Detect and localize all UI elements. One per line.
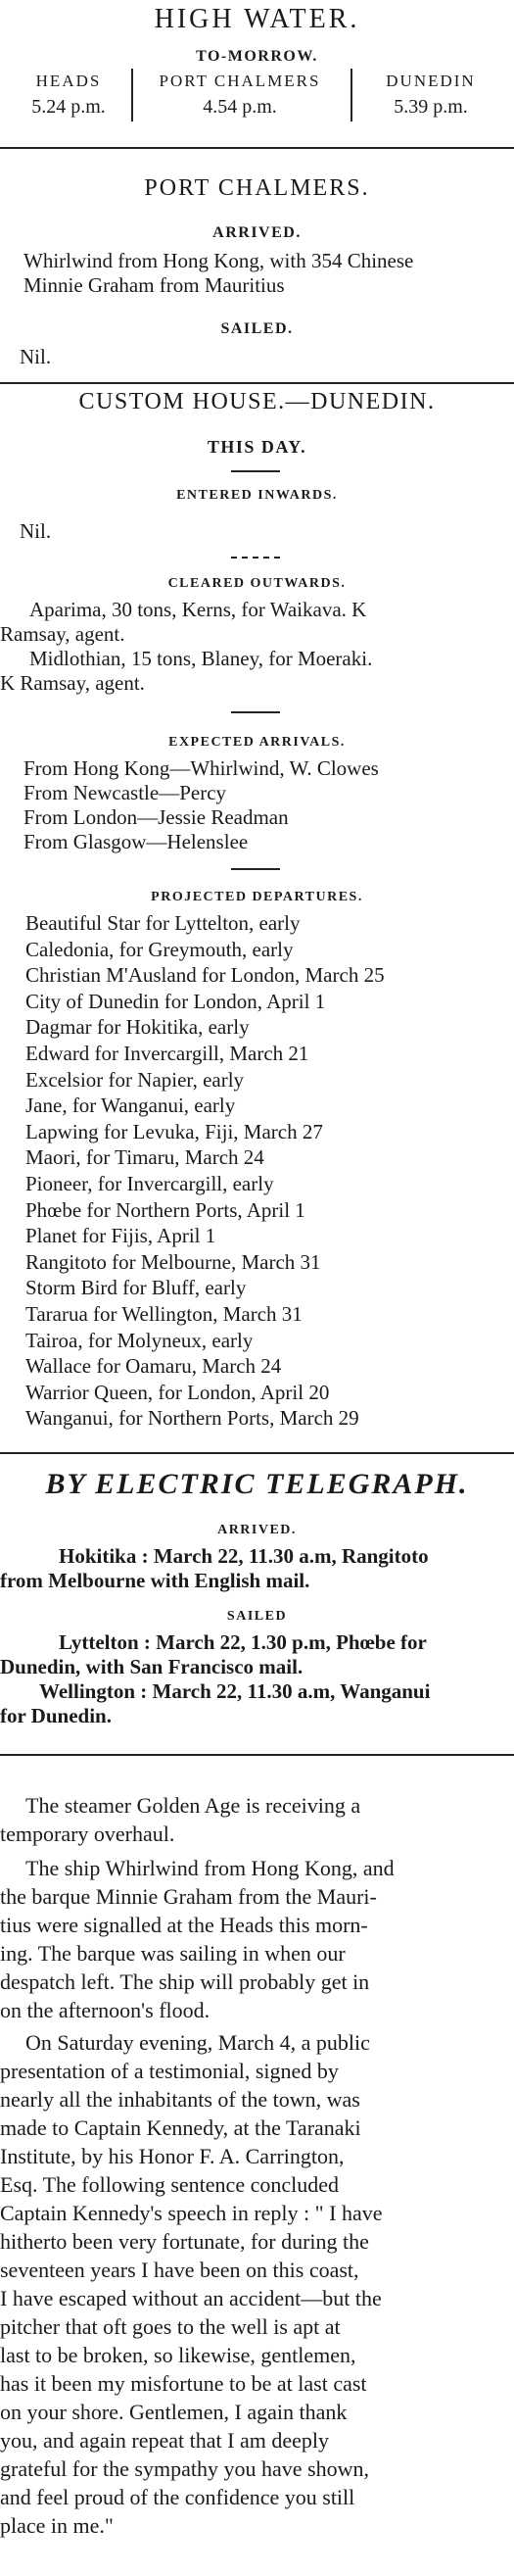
news-line: ing. The barque was sailing in when our <box>0 1941 346 1966</box>
projected-departure-line: Dagmar for Hokitika, early <box>25 1015 250 1040</box>
news-line: nearly all the inhabitants of the town, was <box>0 2087 360 2112</box>
projected-departure-line: Excelsior for Napier, early <box>25 1067 245 1092</box>
projected-departure-line: Rangitoto for Melbourne, March 31 <box>25 1249 321 1274</box>
news-line: last to be broken, so likewise, gentlemen, <box>0 2343 356 2367</box>
projected-departure-line: Tairoa, for Molyneux, early <box>25 1328 254 1352</box>
telegraph-title: BY ELECTRIC TELEGRAPH. <box>45 1468 469 1500</box>
short-rule <box>231 557 280 559</box>
cleared-line: K Ramsay, agent. <box>0 671 145 695</box>
this-day-label: THIS DAY. <box>207 437 307 457</box>
tide-port-chalmers <box>137 69 343 120</box>
projected-departure-line: Jane, for Wanganui, early <box>25 1094 236 1118</box>
projected-departure-line: Wallace for Oamaru, March 24 <box>25 1354 282 1379</box>
entered-inwards-label: ENTERED INWARDS. <box>176 488 338 503</box>
tide-port-time: 4.54 p.m. <box>203 96 277 118</box>
news-line: Captain Kennedy's speech in reply : " I have <box>0 2201 383 2225</box>
section-rule <box>0 382 514 384</box>
port-arrived-line: Minnie Graham from Mauritius <box>23 273 285 297</box>
projected-departure-line: City of Dunedin for London, April 1 <box>25 989 326 1013</box>
projected-departure-line: Planet for Fijis, April 1 <box>25 1224 216 1248</box>
news-line: pitcher that oft goes to the well is apt at <box>0 2314 341 2339</box>
projected-departure-line: Lapwing for Levuka, Fiji, March 27 <box>25 1119 323 1143</box>
news-line: Institute, by his Honor F. A. Carrington, <box>0 2144 345 2168</box>
projected-departure-line: Christian M'Ausland for London, March 25 <box>25 963 385 988</box>
expected-arrivals-label: EXPECTED ARRIVALS. <box>168 735 346 750</box>
short-rule <box>231 711 280 713</box>
telegraph-arrived-line: Hokitika : March 22, 11.30 a.m, Rangitoto <box>59 1544 429 1568</box>
news-line: The ship Whirlwind from Hong Kong, and <box>25 1856 395 1880</box>
tide-dunedin <box>357 69 504 120</box>
news-line: you, and again repeat that I am deeply <box>0 2428 329 2453</box>
tide-port-label: PORT CHALMERS <box>159 72 321 90</box>
news-line: grateful for the sympathy you have shown, <box>0 2456 369 2481</box>
section-rule <box>0 1754 514 1756</box>
news-line: The steamer Golden Age is receiving a <box>25 1793 361 1818</box>
news-line: on your shore. Gentlemen, I again thank <box>0 2400 348 2424</box>
news-line: I have escaped without an accident—but the <box>0 2286 382 2310</box>
tide-divider-right <box>350 69 352 122</box>
telegraph-sailed-line: Lyttelton : March 22, 1.30 p.m, Phœbe for <box>59 1630 427 1654</box>
news-line: hitherto been very fortunate, for during the <box>0 2229 369 2254</box>
news-line: place in me." <box>0 2513 114 2538</box>
cleared-outwards-label: CLEARED OUTWARDS. <box>167 576 347 591</box>
port-chalmers-title: PORT CHALMERS. <box>144 175 370 201</box>
telegraph-sailed-line: Wellington : March 22, 11.30 a.m, Wanganui <box>39 1679 431 1703</box>
cleared-line: Aparima, 30 tons, Kerns, for Waikava. K <box>29 598 367 621</box>
projected-departure-line: Caledonia, for Greymouth, early <box>25 937 294 961</box>
cleared-line: Ramsay, agent. <box>0 622 125 646</box>
projected-departure-line: Edward for Invercargill, March 21 <box>25 1042 309 1065</box>
telegraph-sailed-line: Dunedin, with San Francisco mail. <box>0 1655 304 1678</box>
news-line: the barque Minnie Graham from the Mauri- <box>0 1884 377 1909</box>
news-line: seventeen years I have been on this coast, <box>0 2258 359 2282</box>
port-arrived-label: ARRIVED. <box>212 224 302 241</box>
expected-line: From Glasgow—Helenslee <box>23 830 249 853</box>
projected-departures-label: PROJECTED DEPARTURES. <box>151 890 363 904</box>
projected-departure-line: Wanganui, for Northern Ports, March 29 <box>25 1406 359 1431</box>
entered-inwards-value: Nil. <box>20 519 52 543</box>
expected-line: From London—Jessie Readman <box>23 805 289 829</box>
telegraph-arrived-label: ARRIVED. <box>217 1523 297 1537</box>
projected-departure-line: Tararua for Wellington, March 31 <box>25 1302 303 1326</box>
news-line: despatch left. The ship will probably get in <box>0 1969 370 1994</box>
telegraph-sailed-label: SAILED <box>226 1609 288 1624</box>
projected-departure-line: Warrior Queen, for London, April 20 <box>25 1380 330 1404</box>
section-rule <box>0 147 514 149</box>
cleared-line: Midlothian, 15 tons, Blaney, for Moeraki. <box>29 647 373 670</box>
news-line: presentation of a testimonial, signed by <box>0 2059 339 2083</box>
custom-house-title: CUSTOM HOUSE.—DUNEDIN. <box>78 389 436 414</box>
short-rule <box>231 470 280 472</box>
projected-departure-line: Maori, for Timaru, March 24 <box>25 1145 264 1170</box>
tide-dunedin-time: 5.39 p.m. <box>394 96 468 118</box>
tide-heads-label: HEADS <box>35 72 102 90</box>
port-sailed-value: Nil. <box>20 345 52 368</box>
news-line: and feel proud of the confidence you still <box>0 2485 355 2509</box>
news-line: temporary overhaul. <box>0 1822 175 1846</box>
news-line: on the afternoon's flood. <box>0 1998 210 2022</box>
high-water-title: HIGH WATER. <box>154 4 360 34</box>
expected-line: From Hong Kong—Whirlwind, W. Clowes <box>23 756 379 780</box>
port-sailed-label: SAILED. <box>220 320 294 337</box>
news-line: has it been my misfortune to be at last cast <box>0 2371 367 2396</box>
section-rule <box>0 1452 514 1454</box>
news-line: On Saturday evening, March 4, a public <box>25 2030 370 2055</box>
high-water-subtitle: TO-MORROW. <box>196 48 318 65</box>
tide-heads <box>14 69 123 120</box>
expected-line: From Newcastle—Percy <box>23 781 227 804</box>
projected-departure-line: Phœbe for Northern Ports, April 1 <box>25 1197 305 1222</box>
news-line: Esq. The following sentence concluded <box>0 2172 339 2197</box>
projected-departure-line: Beautiful Star for Lyttelton, early <box>25 911 301 935</box>
news-line: made to Captain Kennedy, at the Taranaki <box>0 2115 361 2140</box>
news-line: tius were signalled at the Heads this morn- <box>0 1913 368 1937</box>
tide-divider-left <box>131 69 133 122</box>
projected-departure-line: Pioneer, for Invercargill, early <box>25 1172 274 1195</box>
telegraph-arrived-line: from Melbourne with English mail. <box>0 1569 310 1592</box>
port-arrived-line: Whirlwind from Hong Kong, with 354 Chinese <box>23 249 414 272</box>
short-rule <box>231 868 280 870</box>
tide-heads-time: 5.24 p.m. <box>31 96 106 118</box>
tide-dunedin-label: DUNEDIN <box>386 72 476 90</box>
telegraph-sailed-line: for Dunedin. <box>0 1704 112 1727</box>
projected-departure-line: Storm Bird for Bluff, early <box>25 1276 247 1300</box>
